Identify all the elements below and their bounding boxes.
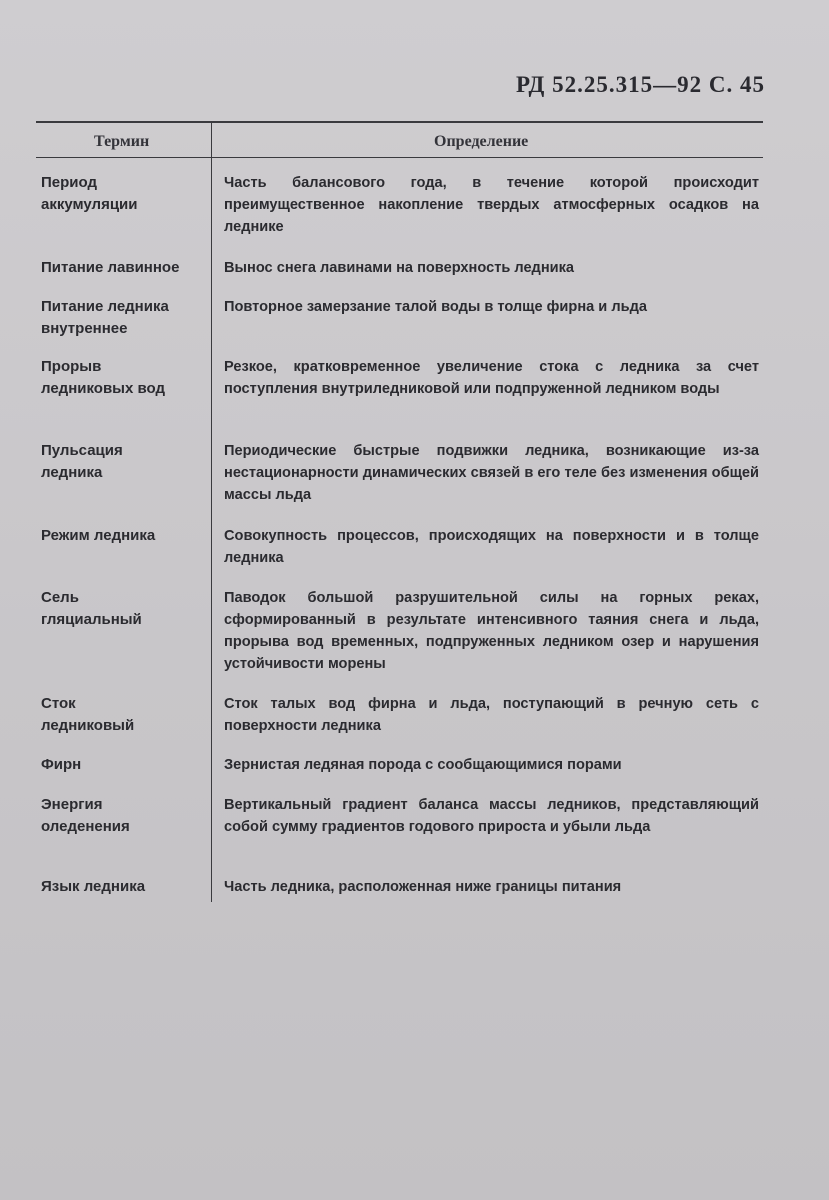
table-top-rule bbox=[36, 121, 763, 123]
definition-cell: Периодические быстрые подвижки ледника, возникающие из-за нестационарности динамических связей в его теле без изменения общей массы льда bbox=[224, 443, 759, 503]
definition-cell: Зернистая ледяная порода с сообщающимися порами bbox=[224, 757, 622, 773]
definition-cell: Резкое, кратковременное увеличение стока с ледника за счет поступления внутриледниковой или подпруженной ледником воды bbox=[224, 359, 759, 397]
term-cell: Энергия оледенения bbox=[41, 796, 130, 835]
definition-cell: Паводок большой разрушительной силы на горных реках, сформированный в результате интенсивного таяния снега и льда, прорыва вод временных, подпруженных ледником озер и нарушения устойчивости морены bbox=[224, 590, 759, 672]
running-head: РД 52.25.315—92 С. 45 bbox=[515, 72, 765, 97]
column-header-term: Термин bbox=[94, 133, 150, 150]
term-cell: Режим ледника bbox=[41, 527, 156, 544]
term-cell: Пульсация ледника bbox=[41, 442, 123, 481]
definition-cell: Сток талых вод фирна и льда, поступающий в речную сеть с поверхности ледника bbox=[224, 696, 759, 734]
term-cell: Сель гляциальный bbox=[41, 589, 142, 628]
term-cell: Сток ледниковый bbox=[41, 695, 135, 734]
term-cell: Питание лавинное bbox=[41, 259, 180, 276]
definition-cell: Повторное замерзание талой воды в толще фирна и льда bbox=[224, 299, 647, 315]
table-header-rule bbox=[36, 157, 763, 158]
column-header-definition: Определение bbox=[434, 133, 529, 150]
definition-cell: Часть ледника, расположенная ниже границы питания bbox=[224, 879, 622, 895]
column-divider bbox=[211, 122, 212, 902]
definition-cell: Вынос снега лавинами на поверхность ледника bbox=[224, 260, 575, 276]
term-cell: Язык ледника bbox=[41, 878, 146, 895]
term-cell: Прорыв ледниковых вод bbox=[41, 358, 165, 397]
term-cell: Фирн bbox=[41, 756, 82, 773]
term-cell: Питание ледника внутреннее bbox=[41, 298, 169, 337]
term-cell: Период аккумуляции bbox=[41, 174, 138, 213]
definition-cell: Совокупность процессов, происходящих на поверхности и в толще ледника bbox=[224, 528, 759, 566]
definition-cell: Часть балансового года, в течение которой происходит преимущественное накопление твердых атмосферных осадков на леднике bbox=[224, 175, 759, 235]
definition-cell: Вертикальный градиент баланса массы ледников, представляющий собой сумму градиентов годового прироста и убыли льда bbox=[224, 797, 759, 835]
